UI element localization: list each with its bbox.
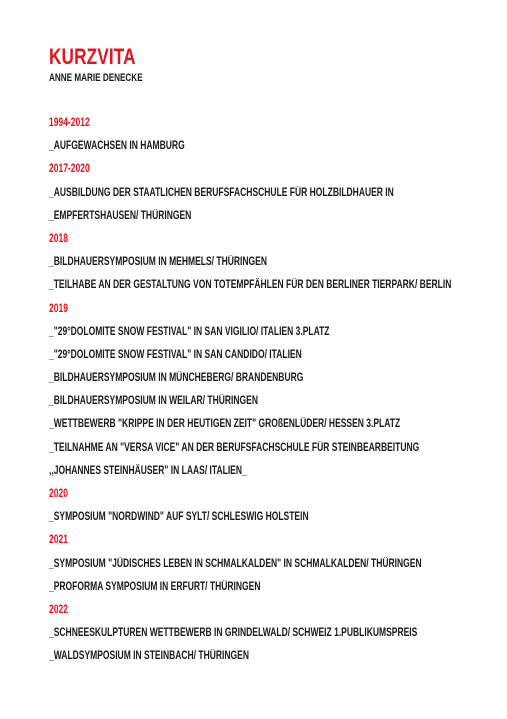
cv-entry-text: _BILDHAUERSYMPOSIUM IN MÜNCHEBERG/ BRANDENBURG (49, 372, 304, 385)
year-heading: 2021 (49, 534, 68, 547)
cv-entry-text: _WETTBEWERB "KRIPPE IN DER HEUTIGEN ZEIT" GROßENLÜDER/ HESSEN 3.PLATZ (49, 418, 401, 431)
cv-entry-text: _BILDHAUERSYMPOSIUM IN WEILAR/ THÜRINGEN (49, 395, 258, 408)
cv-entry-text: _PROFORMA SYMPOSIUM IN ERFURT/ THÜRINGEN (49, 580, 261, 593)
cv-entry-text: _SYMPOSIUM "JÜDISCHES LEBEN IN SCHMALKALDEN" IN SCHMALKALDEN/ THÜRINGEN (49, 557, 422, 570)
year-heading: 2020 (49, 488, 68, 500)
cv-entry-list (49, 112, 507, 669)
cv-entry-text: _AUSBILDUNG DER STAATLICHEN BERUFSFACHSCHULE FÜR HOLZBILDHAUER IN (49, 186, 394, 199)
cv-entry-text: _TEILHABE AN DER GESTALTUNG VON TOTEMPFÄHLEN FÜR DEN BERLINER TIERPARK/ BERLIN (49, 279, 452, 292)
cv-entry-text: _"29°DOLOMITE SNOW FESTIVAL" IN SAN CANDIDO/ ITALIEN (49, 348, 302, 361)
author-name: ANNE MARIE DENECKE (49, 72, 143, 84)
cv-entry-text: _"29°DOLOMITE SNOW FESTIVAL" IN SAN VIGILIO/ ITALIEN 3.PLATZ (49, 325, 330, 338)
year-heading: 1994-2012 (49, 117, 90, 129)
year-heading: 2017-2020 (49, 163, 90, 176)
cv-entry-text: _SYMPOSIUM "NORDWIND" AUF SYLT/ SCHLESWIG HOLSTEIN (49, 511, 309, 524)
page-title: KURZVITA (49, 44, 136, 69)
year-heading: 2022 (49, 603, 68, 616)
cv-entry-text: _WALDSYMPOSIUM IN STEINBACH/ THÜRINGEN (49, 650, 249, 663)
cv-entry-text: _EMPFERTSHAUSEN/ THÜRINGEN (49, 209, 192, 222)
cv-entry-text: _AUFGEWACHSEN IN HAMBURG (49, 140, 185, 153)
cv-entry-text: _SCHNEESKULPTUREN WETTBEWERB IN GRINDELWALD/ SCHWEIZ 1.PUBLIKUMSPREIS (49, 627, 418, 640)
cv-entry-text: _BILDHAUERSYMPOSIUM IN MEHMELS/ THÜRINGEN (49, 256, 267, 269)
cv-entry-text: ,,JOHANNES STEINHÄUSER" IN LAAS/ ITALIEN_ (49, 464, 247, 477)
year-heading: 2018 (49, 232, 68, 245)
year-heading: 2019 (49, 302, 68, 315)
cv-entry-text: _TEILNAHME AN "VERSA VICE" AN DER BERUFSFACHSCHULE FÜR STEINBEARBEITUNG (49, 441, 420, 454)
